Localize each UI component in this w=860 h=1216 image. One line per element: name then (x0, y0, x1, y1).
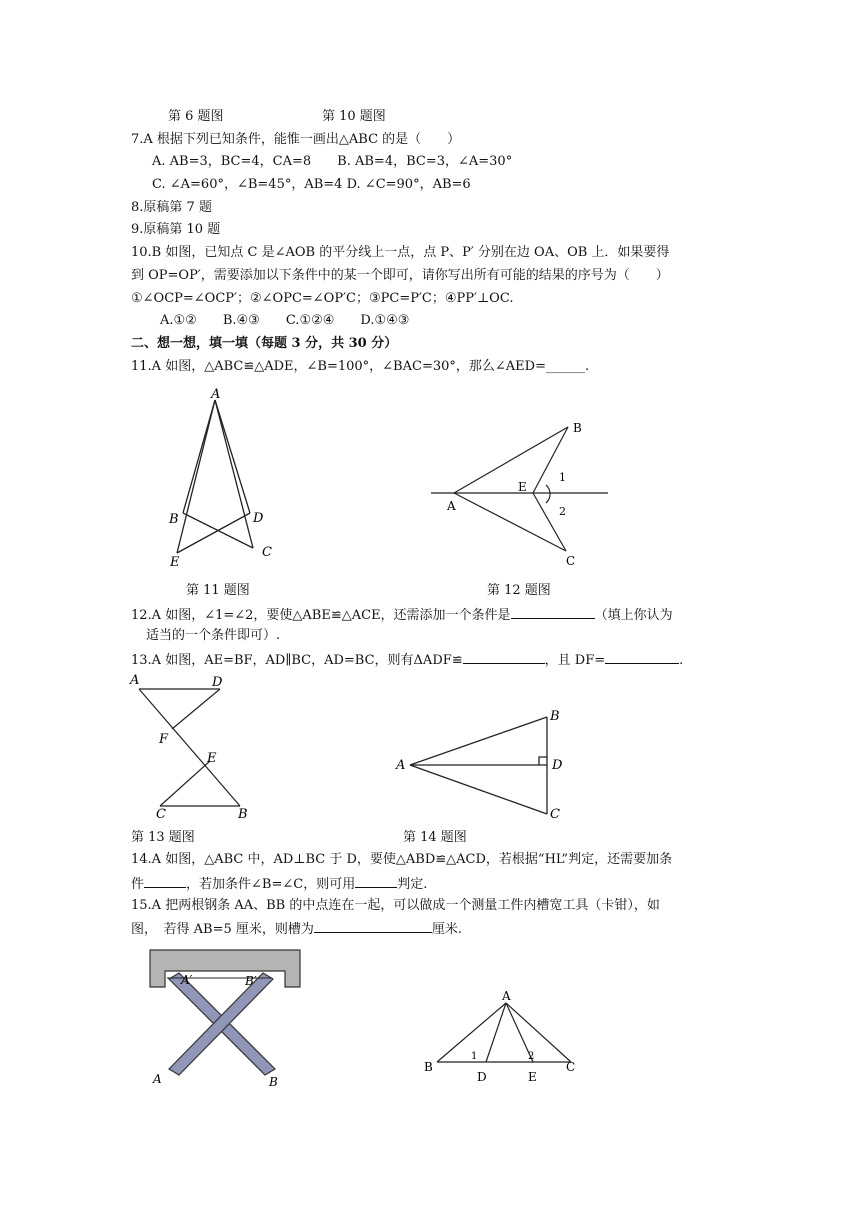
fig13-label-F: F (159, 732, 169, 747)
q15-text-a: 图， 若得 AB=5 厘米，则槽为 (131, 922, 314, 937)
fig15-label-A-prime: A′ (181, 973, 193, 987)
q10-line1: 10.B 如图，已知点 C 是∠AOB 的平分线上一点，点 P、P′ 分别在边 OA、OB 上．如果要得 (131, 245, 670, 260)
figure-16 (420, 985, 590, 1090)
fig13-label-B: B (238, 807, 248, 822)
q13-blank-1[interactable] (463, 650, 545, 664)
fig13-label-C: C (156, 807, 166, 822)
fig12-label-C: C (566, 554, 576, 568)
fig11-label-A: A (211, 387, 221, 402)
figure-13 (125, 672, 255, 822)
fig12-label-1: 1 (559, 471, 566, 484)
q14-text-b: ，若加条件∠B=∠C，则可用 (186, 877, 356, 892)
fig16-label-B: B (424, 1060, 433, 1074)
fig11-label-B: B (169, 512, 179, 527)
fig16-label-D: D (477, 1070, 487, 1084)
fig11-label-C: C (262, 545, 272, 560)
q12-answer-blank[interactable] (511, 605, 595, 619)
q13-text-a: 13.A 如图，AE=BF，AD∥BC，AD=BC，则有ΔADF≌ (131, 653, 463, 668)
fig14-label-C: C (550, 807, 560, 822)
fig15-label-B: B (269, 1075, 278, 1089)
q15-blank[interactable] (314, 919, 432, 933)
figure-11 (165, 388, 285, 573)
q10-options: A.①② B.④③ C.①②④ D.①④③ (160, 313, 410, 328)
q12-text-b: （填上你认为 (594, 608, 673, 623)
q14-blank-2[interactable] (355, 874, 397, 888)
fig13-label-E: E (207, 751, 217, 766)
q8-text: 8.原稿第 7 题 (131, 200, 212, 215)
q13-text-c: . (679, 653, 684, 668)
fig6-caption: 第 6 题图 (168, 109, 224, 124)
q13-line (131, 650, 683, 670)
fig16-label-E: E (528, 1070, 537, 1084)
fig12-label-2: 2 (559, 505, 566, 518)
q14-blank-1[interactable] (144, 874, 186, 888)
q10-line2: 到 OP=OP′，需要添加以下条件中的某一个即可，请你写出所有可能的结果的序号为（ ） (131, 268, 669, 283)
fig11-label-D: D (253, 511, 264, 526)
q9-text: 9.原稿第 10 题 (131, 222, 221, 237)
q7-options-2: C. ∠A=60°，∠B=45°，AB=4 D. ∠C=90°，AB=6 (152, 177, 471, 192)
fig16-label-1: 1 (471, 1051, 478, 1062)
q7-text: 7.A 根据下列已知条件，能惟一画出△ABC 的是（ ） (131, 132, 461, 147)
fig11-label-E: E (170, 555, 180, 570)
fig12-caption: 第 12 题图 (487, 583, 551, 598)
fig14-label-A: A (396, 758, 406, 773)
q14-line1: 14.A 如图，△ABC 中，AD⊥BC 于 D，要使△ABD≌△ACD，若根据“HL”判定，还需要加条 (131, 852, 673, 867)
section-2-heading: 二、想一想，填一填（每题 3 分，共 30 分） (131, 336, 398, 351)
figure-12 (428, 415, 618, 575)
q14-line2 (131, 874, 427, 894)
fig13-caption: 第 13 题图 (131, 830, 195, 845)
q12-line1 (131, 605, 673, 625)
fig15-label-B-prime: B′ (245, 974, 257, 988)
q13-blank-2[interactable] (605, 650, 679, 664)
q15-line2 (131, 919, 462, 939)
fig16-label-C: C (566, 1060, 576, 1074)
q13-text-b: ，且 DF= (544, 653, 606, 668)
q12-line2: 适当的一个条件即可）. (146, 628, 281, 643)
q7-options-1: A. AB=3，BC=4，CA=8 B. AB=4，BC=3，∠A=30° (152, 154, 513, 169)
figure-15-caliper (145, 945, 305, 1095)
fig14-caption: 第 14 题图 (403, 830, 467, 845)
q15-line1: 15.A 把两根钢条 AA、BB 的中点连在一起，可以做成一个测量工件内槽宽工具（卡钳），如 (131, 898, 660, 913)
fig12-label-A: A (447, 499, 456, 513)
q14-text-c: 判定. (397, 877, 428, 892)
fig14-label-B: B (550, 709, 560, 724)
fig13-label-A: A (130, 673, 140, 688)
fig16-label-A: A (502, 989, 511, 1003)
q10-line3: ①∠OCP=∠OCP′；②∠OPC=∠OP′C；③PC=P′C；④PP′⊥OC. (131, 291, 514, 306)
fig13-label-D: D (212, 675, 223, 690)
figure-14 (392, 708, 572, 823)
fig15-label-A: A (153, 1072, 162, 1086)
q15-text-b: 厘米. (431, 922, 463, 937)
fig12-label-B: B (573, 421, 582, 435)
q14-text-a: 件 (131, 877, 145, 892)
fig14-label-D: D (552, 758, 563, 773)
fig10-caption: 第 10 题图 (322, 109, 386, 124)
q12-text-a: 12.A 如图，∠1=∠2，要使△ABE≌△ACE，还需添加一个条件是 (131, 608, 511, 623)
fig11-caption: 第 11 题图 (186, 583, 250, 598)
fig12-label-E: E (518, 480, 527, 494)
fig16-label-2: 2 (528, 1051, 535, 1062)
q11-text: 11.A 如图，△ABC≌△ADE，∠B=100°，∠BAC=30°，那么∠AED=______. (131, 359, 590, 374)
